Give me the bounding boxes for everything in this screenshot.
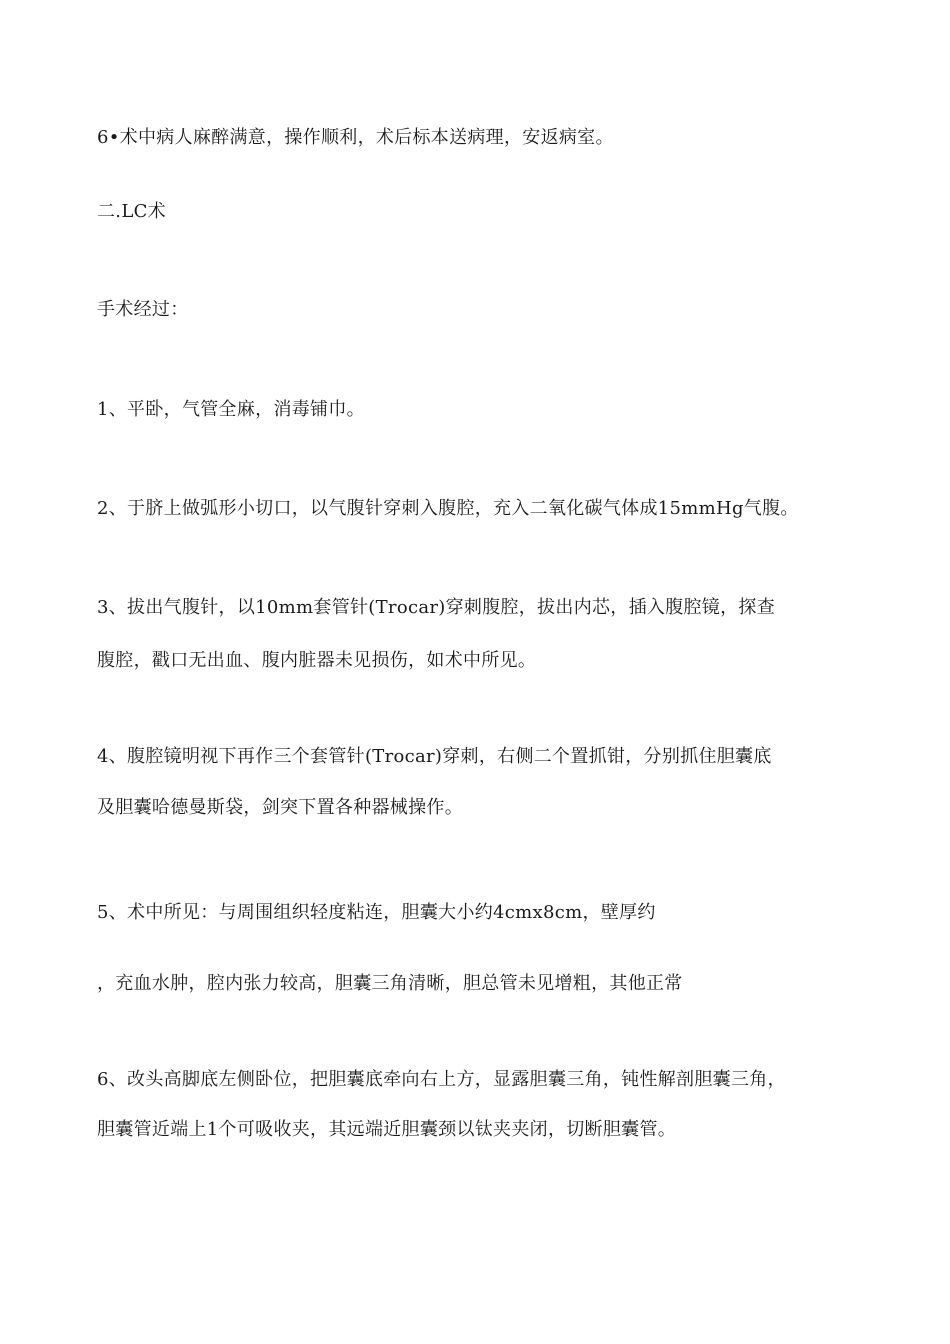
section-heading: 二.LC术 — [97, 201, 166, 222]
subheading: 手术经过： — [97, 299, 189, 320]
paragraph-line: 6、改头高脚底左侧卧位，把胆囊底牵向右上方，显露胆囊三角，钝性解剖胆囊三角， — [97, 1069, 786, 1090]
paragraph-line: 及胆囊哈德曼斯袋，剑突下置各种器械操作。 — [97, 797, 463, 818]
paragraph-line: 6•术中病人麻醉满意，操作顺利，术后标本送病理，安返病室。 — [97, 127, 614, 148]
paragraph-line: 5、术中所见：与周围组织轻度粘连，胆囊大小约4cmx8cm，壁厚约 — [97, 902, 656, 923]
paragraph-line: 2、于脐上做弧形小切口，以气腹针穿刺入腹腔，充入二氧化碳气体成15mmHg气腹。 — [97, 498, 799, 519]
paragraph-line: ，充血水肿，腔内张力较高，胆囊三角清晰，胆总管未见增粗，其他正常 — [97, 973, 683, 994]
paragraph-line: 1、平卧，气管全麻，消毒铺巾。 — [97, 399, 365, 420]
paragraph-line: 4、腹腔镜明视下再作三个套管针(Trocar)穿刺，右侧二个置抓钳，分别抓住胆囊底 — [97, 746, 772, 767]
paragraph-line: 胆囊管近端上1个可吸收夹，其远端近胆囊颈以钛夹夹闭，切断胆囊管。 — [97, 1119, 677, 1140]
paragraph-line: 腹腔，戳口无出血、腹内脏器未见损伤，如术中所见。 — [97, 650, 537, 671]
paragraph-line: 3、拔出气腹针，以10mm套管针(Trocar)穿刺腹腔，拔出内芯，插入腹腔镜，探查 — [97, 597, 775, 618]
